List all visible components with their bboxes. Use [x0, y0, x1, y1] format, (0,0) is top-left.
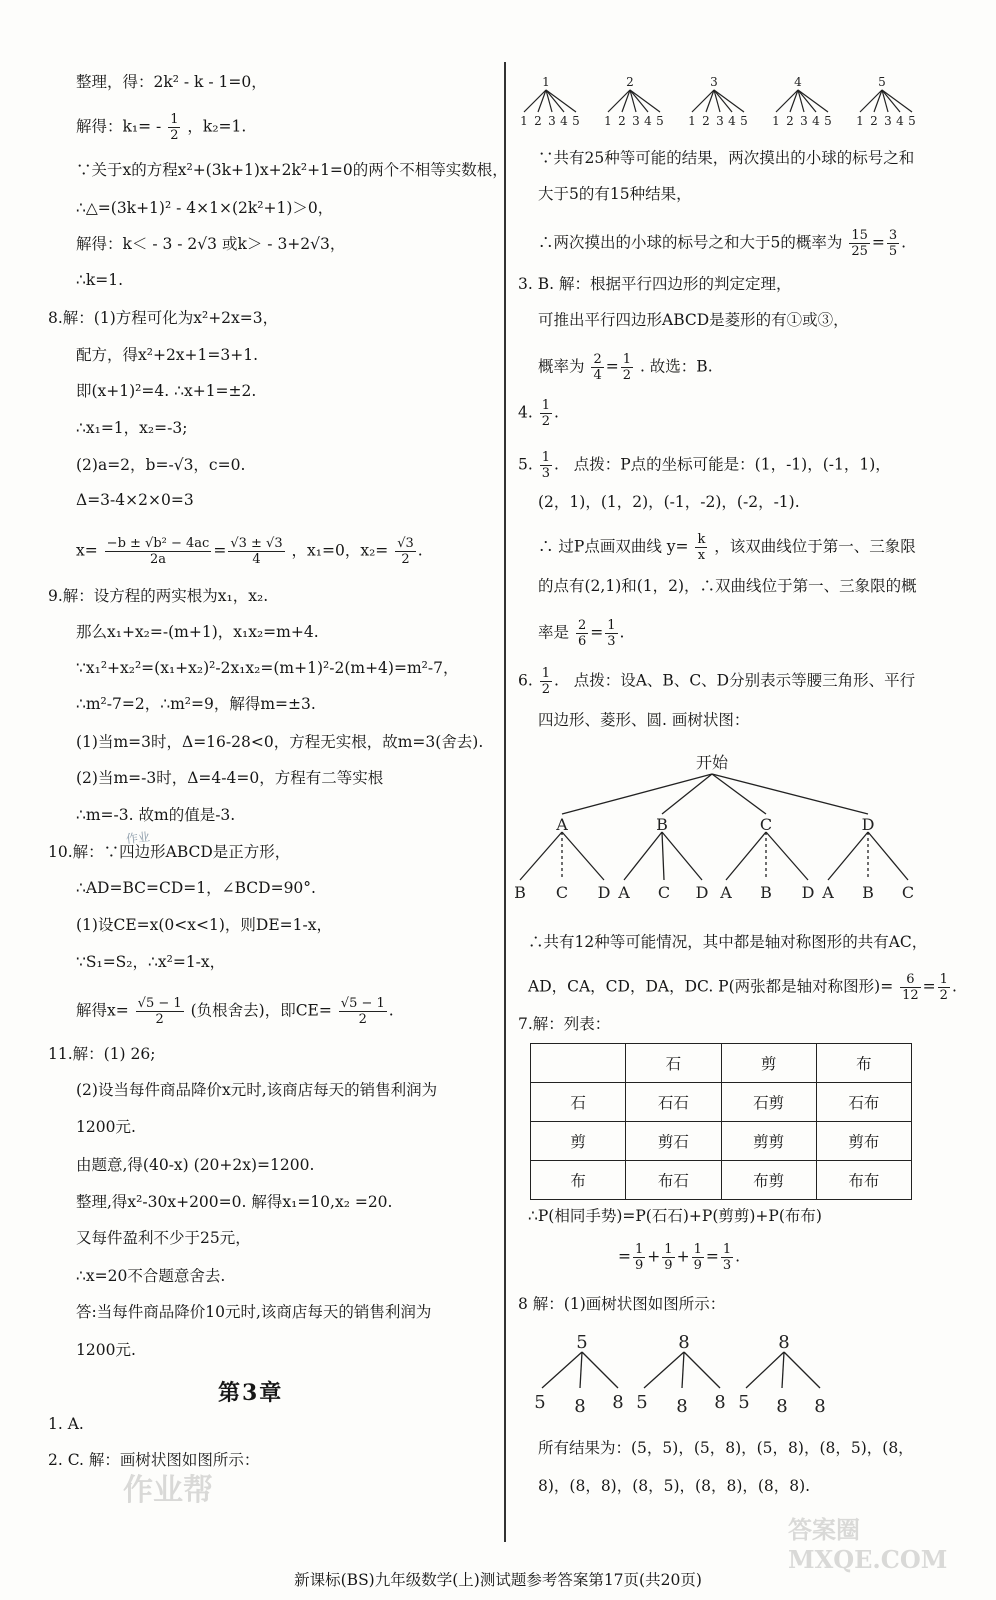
fraction-numerator: 1	[541, 450, 551, 465]
fraction-denominator: 2	[358, 1012, 367, 1027]
tree-node: C	[759, 815, 773, 834]
text-line: 解得：k＜ - 3 - 2√3 或k＞ - 3+2√3，	[76, 235, 346, 253]
rps-table	[530, 1043, 912, 1200]
text-fragment: 点拨：设A、B、C、D分别表示等腰三角形、平行	[573, 671, 916, 690]
tree-root: 5	[576, 1332, 588, 1353]
tree-node: B	[656, 815, 668, 834]
fraction	[900, 972, 921, 1003]
text-line: 8)，(8，8)，(8，5)，(8，8)，(8，8).	[538, 1477, 811, 1495]
tree-leaf: 4	[728, 114, 736, 128]
text-line: 又每件盈利不少于25元，	[76, 1229, 251, 1247]
tree-root: 8	[678, 1332, 690, 1353]
table-cell: 剪石	[626, 1122, 721, 1161]
tree-leaf: 8	[676, 1396, 688, 1417]
text-line: 6. $\frac{1}{2}$ . 点拨：设A、B、C、D分别表示等腰三角形、平行	[518, 666, 916, 697]
fraction-numerator: √5 − 1	[137, 996, 182, 1011]
fraction	[938, 972, 950, 1003]
text-line: (2，1)，(1，2)，(-1，-2)，(-2，-1).	[538, 493, 800, 511]
text-line: 答:当每件商品降价10元时,该商店每天的销售利润为	[76, 1303, 432, 1321]
table-cell: 石	[531, 1083, 626, 1122]
text-line: (2)当m=-3时，Δ=4-4=0，方程有二等实根	[76, 769, 384, 787]
page-footer: 新课标(BS)九年级数学(上)测试题参考答案第17页(共20页)	[294, 1571, 702, 1589]
text-fragment: ，x₁=0，x₂=	[291, 541, 389, 560]
tree-leaf: A	[618, 883, 630, 902]
tree-leaf: 3	[716, 114, 724, 128]
fraction-numerator: 1	[541, 666, 551, 681]
text-fragment: ∴两次摸出的小球的标号之和大于5的概率为	[538, 233, 843, 252]
tree-leaf: 4	[644, 114, 652, 128]
text-line: 即(x+1)²=4. ∴x+1=±2.	[76, 382, 257, 400]
fraction-denominator: 4	[252, 552, 261, 567]
fraction-denominator: 9	[693, 1258, 702, 1273]
text-line: ∴x₁=1，x₂=-3;	[76, 419, 188, 437]
tree-leaf: 2	[870, 114, 878, 128]
tree-node: D	[861, 815, 875, 834]
tree-leaf: D	[801, 883, 815, 902]
tree-leaf: 5	[740, 114, 748, 128]
table-cell	[531, 1044, 626, 1083]
text-line: ∴P(相同手势)=P(石石)+P(剪剪)+P(布布)	[528, 1207, 822, 1225]
fraction-numerator: 3	[888, 228, 898, 243]
fraction-denominator: 2	[401, 552, 410, 567]
tree-leaf: B	[862, 883, 874, 902]
text-line: 10.解：∵四边形ABCD是正方形，	[48, 843, 291, 861]
text-line: ∵关于x的方程x²+(3k+1)x+2k²+1=0的两个不相等实数根，	[76, 161, 508, 179]
fraction-numerator: 1	[170, 112, 179, 127]
tree-leaf: 5	[908, 114, 916, 128]
tree-root: 8	[778, 1332, 790, 1353]
tree-leaf: 8	[776, 1396, 788, 1417]
table-cell: 布布	[816, 1161, 911, 1200]
fraction-denominator: 2	[622, 368, 632, 383]
text-line: ∵S₁=S₂，∴x²=1-x，	[76, 953, 226, 971]
tree-root: 4	[794, 75, 802, 89]
text-line: x= $\frac{\text{−b ± √b² − 4ac}}{2a}$ = $\frac{√3 \pm √3}{4}$ ，x₁=0，x₂= $\frac{√3}{2}$ .	[76, 536, 423, 567]
table-cell: 剪剪	[721, 1122, 816, 1161]
tree-leaf: 4	[812, 114, 820, 128]
tree-leaf: 1	[520, 114, 528, 128]
table-cell: 布	[531, 1161, 626, 1200]
text-fragment: 概率为	[538, 357, 585, 376]
tree-leaf: D	[597, 883, 611, 902]
fraction-numerator: 6	[900, 972, 921, 988]
fraction-numerator: 1	[722, 1242, 732, 1257]
tree-leaf: 5	[656, 114, 664, 128]
fraction	[395, 536, 416, 567]
tree-node: A	[556, 815, 568, 834]
fraction	[168, 112, 180, 143]
fraction	[692, 1242, 704, 1273]
text-fragment: ，k₂=1.	[187, 117, 247, 136]
text-line: 11.解：(1) 26;	[48, 1045, 156, 1063]
tree-leaf: 2	[534, 114, 542, 128]
fraction-numerator: √5 − 1	[340, 996, 385, 1011]
table-row	[531, 1122, 912, 1161]
fraction-numerator: k	[697, 532, 706, 547]
text-line: (1)设CE=x(0<x<1)，则DE=1-x，	[76, 916, 332, 934]
tree-leaf: C	[657, 883, 671, 902]
chapter-title: 第3章	[218, 1380, 284, 1406]
text-line: ∴AD=BC=CD=1，∠BCD=90°.	[76, 879, 316, 897]
tree-leaf: 2	[702, 114, 710, 128]
fraction	[540, 398, 552, 429]
text-line: (2)a=2，b=-√3，c=0.	[76, 456, 246, 474]
table-row	[531, 1083, 912, 1122]
text-line: 2. C. 解：画树状图如图所示：	[48, 1451, 260, 1469]
tree-root: 2	[626, 75, 634, 89]
fraction	[887, 228, 899, 259]
text-line: 8.解：(1)方程可化为x²+2x=3，	[48, 309, 279, 327]
table-cell: 布剪	[721, 1161, 816, 1200]
fraction-denominator: 4	[593, 368, 602, 383]
tree-leaf: 1	[772, 114, 780, 128]
text-fragment: 点拨：P点的坐标可能是：(1，-1)，(-1，1)，	[573, 455, 891, 474]
fraction-denominator: 2a	[149, 552, 167, 567]
text-line: 3. B. 解：根据平行四边形的判定定理，	[518, 275, 792, 293]
tree-leaf: 2	[618, 114, 626, 128]
fraction	[591, 352, 603, 383]
text-line: (2)设当每件商品降价x元时,该商店每天的销售利润为	[76, 1081, 438, 1099]
text-fragment: ，该双曲线位于第一、三象限	[714, 537, 916, 556]
fraction-numerator: −b ± √b² − 4ac	[106, 536, 210, 551]
text-fragment: 6.	[518, 671, 533, 690]
tree-leaf: A	[822, 883, 834, 902]
text-line: ∴共有12种等可能情况，其中都是轴对称图形的共有AC，	[528, 933, 928, 951]
text-line: (1)当m=3时，Δ=16-28<0，方程无实根，故m=3(舍去).	[76, 733, 484, 751]
text-line: 那么x₁+x₂=-(m+1)，x₁x₂=m+4.	[76, 623, 319, 641]
text-fragment: 解得x=	[76, 1001, 129, 1020]
tree-leaf: B	[760, 883, 772, 902]
tree-diagram-shapes	[506, 750, 946, 908]
table-cell: 石布	[816, 1083, 911, 1122]
fraction	[605, 618, 617, 649]
fraction-denominator: 9	[635, 1258, 644, 1273]
fraction-denominator: 6	[577, 634, 587, 649]
tree-leaf: D	[695, 883, 709, 902]
tree-diagram-cards	[528, 1328, 848, 1420]
text-line: 解得x= $\frac{√5 - 1}{2}$ (负根舍去)，即CE= $\frac{√5 - 1}{2}$ .	[76, 996, 394, 1027]
table-row	[531, 1161, 912, 1200]
tree-leaf: 8	[714, 1392, 726, 1413]
text-line: 1. A.	[48, 1415, 84, 1433]
fraction-numerator: 1	[635, 1242, 644, 1257]
text-line: 概率为 $\frac{2}{4}$ = $\frac{1}{2}$ . 故选：B.	[538, 352, 713, 383]
tree-leaf: 4	[560, 114, 568, 128]
fraction	[339, 996, 387, 1027]
table-cell: 剪	[721, 1044, 816, 1083]
fraction-denominator: 3	[607, 634, 616, 649]
text-line: = $\frac{1}{9}$ + $\frac{1}{9}$ + $\frac{1}{9}$ = $\frac{1}{3}$ .	[618, 1242, 741, 1273]
fraction	[105, 536, 212, 567]
text-line: ∴△=(3k+1)² - 4×1×(2k²+1)＞0，	[76, 199, 334, 217]
fraction-numerator: 1	[622, 352, 632, 367]
fraction-numerator: 15	[851, 228, 868, 243]
text-line: 4. $\frac{1}{2}$ .	[518, 398, 559, 429]
fraction-numerator: √3	[397, 536, 414, 551]
fraction-denominator: 12	[902, 988, 919, 1003]
text-line: 5. $\frac{1}{3}$ . 点拨：P点的坐标可能是：(1，-1)，(-1，1)，	[518, 450, 891, 481]
table-cell: 石石	[626, 1083, 721, 1122]
text-line: ∴m²-7=2，∴m²=9，解得m=±3.	[76, 695, 316, 713]
watermark-text: 答案圈 MXQE.COM	[788, 1515, 948, 1574]
table-cell: 剪布	[816, 1122, 911, 1161]
text-line: 8 解：(1)画树状图如图所示：	[518, 1295, 726, 1313]
fraction-denominator: 9	[664, 1258, 673, 1273]
tree-leaf: 5	[534, 1392, 546, 1413]
text-line: 率是 $\frac{2}{6}$ = $\frac{1}{3}$ .	[538, 618, 625, 649]
tree-leaf: 5	[636, 1392, 648, 1413]
tree-leaf: A	[720, 883, 732, 902]
tree-leaf: 5	[572, 114, 580, 128]
fraction	[721, 1242, 733, 1273]
tree-leaf: 4	[896, 114, 904, 128]
text-fragment: 率是	[538, 623, 570, 642]
fraction-numerator: 1	[693, 1242, 702, 1257]
table-cell: 布石	[626, 1161, 721, 1200]
fraction-numerator: 1	[607, 618, 616, 633]
text-line: 由题意,得(40-x) (20+2x)=1200.	[76, 1156, 315, 1174]
fraction	[695, 532, 707, 563]
tree-leaf: C	[555, 883, 569, 902]
text-line: Δ=3-4×2×0=3	[76, 491, 194, 509]
tree-diagram-balls	[518, 72, 938, 130]
text-fragment: 解得：k₁= -	[76, 117, 162, 136]
text-fragment: . 故选：B.	[639, 357, 713, 376]
text-line: 配方，得x²+2x+1=3+1.	[76, 346, 259, 364]
fraction	[849, 228, 870, 259]
text-line	[538, 532, 916, 563]
tree-root: 1	[542, 75, 550, 89]
text-fragment: AD，CA，CD，DA，DC. P(两张都是轴对称图形)=	[528, 977, 894, 996]
table-cell: 石	[626, 1044, 721, 1083]
fraction-numerator: √3 ± √3	[230, 536, 283, 551]
fraction	[228, 536, 284, 567]
fraction-numerator: 1	[664, 1242, 673, 1257]
text-line: ∴两次摸出的小球的标号之和大于5的概率为 $\frac{15}{25}$ = $\frac{3}{5}$ .	[538, 228, 907, 259]
tree-root: 开始	[695, 753, 729, 772]
fraction-denominator: 2	[541, 414, 551, 429]
tree-leaf: C	[901, 883, 915, 902]
text-line: AD，CA，CD，DA，DC. P(两张都是轴对称图形)= $\frac{6}{12}$ = $\frac{1}{2}$ .	[528, 972, 957, 1003]
fraction-numerator: 1	[541, 398, 551, 413]
text-line: 整理，得：2k² - k - 1=0，	[76, 73, 267, 91]
text-fragment: (负根舍去)，即CE=	[190, 1001, 332, 1020]
table-cell: 剪	[531, 1122, 626, 1161]
fraction-denominator: 5	[888, 244, 898, 259]
tree-leaf: 8	[814, 1396, 826, 1417]
fraction-denominator: 25	[851, 244, 868, 259]
text-line	[76, 112, 246, 143]
tree-leaf: 1	[604, 114, 612, 128]
tree-leaf: 5	[824, 114, 832, 128]
tree-leaf: 8	[574, 1396, 586, 1417]
text-fragment: 5.	[518, 455, 533, 474]
fraction-numerator: 1	[939, 972, 948, 987]
text-line: 1200元.	[76, 1341, 136, 1359]
tree-leaf: 3	[548, 114, 556, 128]
text-line: 9.解：设方程的两实根为x₁，x₂.	[48, 587, 269, 605]
fraction	[540, 666, 552, 697]
tree-root: 5	[878, 75, 886, 89]
fraction	[662, 1242, 674, 1273]
fraction-denominator: 2	[939, 988, 948, 1003]
tree-leaf: 3	[800, 114, 808, 128]
text-line: 7.解：列表：	[518, 1015, 611, 1033]
text-fragment: 4.	[518, 403, 533, 422]
table-cell: 石剪	[721, 1083, 816, 1122]
fraction	[621, 352, 633, 383]
text-line: 可推出平行四边形ABCD是菱形的有①或③，	[538, 311, 849, 329]
tree-root: 3	[710, 75, 718, 89]
text-line: 大于5的有15种结果，	[538, 185, 692, 203]
fraction-denominator: x	[697, 548, 706, 563]
handwritten-note: 作业	[125, 829, 151, 847]
tree-leaf: 3	[632, 114, 640, 128]
text-line: 1200元.	[76, 1118, 136, 1136]
fraction-denominator: 2	[155, 1012, 164, 1027]
text-line: 四边形、菱形、圆. 画树状图：	[538, 711, 750, 729]
text-line: ∴x=20不合题意舍去.	[76, 1267, 226, 1285]
tree-leaf: B	[514, 883, 526, 902]
fraction	[540, 450, 552, 481]
watermark-text: 作业帮	[123, 1473, 213, 1508]
text-fragment: ∴ 过P点画双曲线 y=	[538, 537, 689, 556]
tree-leaf: 1	[856, 114, 864, 128]
text-line: 整理,得x²-30x+200=0. 解得x₁=10,x₂ =20.	[76, 1193, 393, 1211]
text-line: ∵x₁²+x₂²=(x₁+x₂)²-2x₁x₂=(m+1)²-2(m+4)=m²-7，	[76, 659, 459, 677]
fraction	[136, 996, 184, 1027]
fraction-denominator: 2	[541, 682, 551, 697]
text-line: 所有结果为：(5，5)，(5，8)，(5，8)，(8，5)，(8，	[538, 1439, 914, 1457]
table-cell: 布	[816, 1044, 911, 1083]
tree-edges	[524, 90, 912, 112]
tree-leaf: 5	[738, 1392, 750, 1413]
text-fragment: x=	[76, 541, 98, 560]
tree-leaf: 1	[688, 114, 696, 128]
tree-leaf: 3	[884, 114, 892, 128]
fraction	[633, 1242, 645, 1273]
text-line: ∴k=1.	[76, 271, 124, 289]
fraction-numerator: 2	[577, 618, 587, 633]
fraction-denominator: 3	[541, 466, 551, 481]
text-line: ∴m=-3. 故m的值是-3.	[76, 806, 236, 824]
text-line: 的点有(2,1)和(1，2)，∴双曲线位于第一、三象限的概	[538, 577, 917, 595]
tree-leaf: 8	[612, 1392, 624, 1413]
fraction-numerator: 2	[593, 352, 602, 367]
tree-leaf: 2	[786, 114, 794, 128]
table-header-row	[531, 1044, 912, 1083]
text-line: ∵共有25种等可能的结果，两次摸出的小球的标号之和	[538, 149, 915, 167]
fraction	[576, 618, 588, 649]
fraction-denominator: 2	[170, 128, 179, 143]
fraction-denominator: 3	[722, 1258, 732, 1273]
